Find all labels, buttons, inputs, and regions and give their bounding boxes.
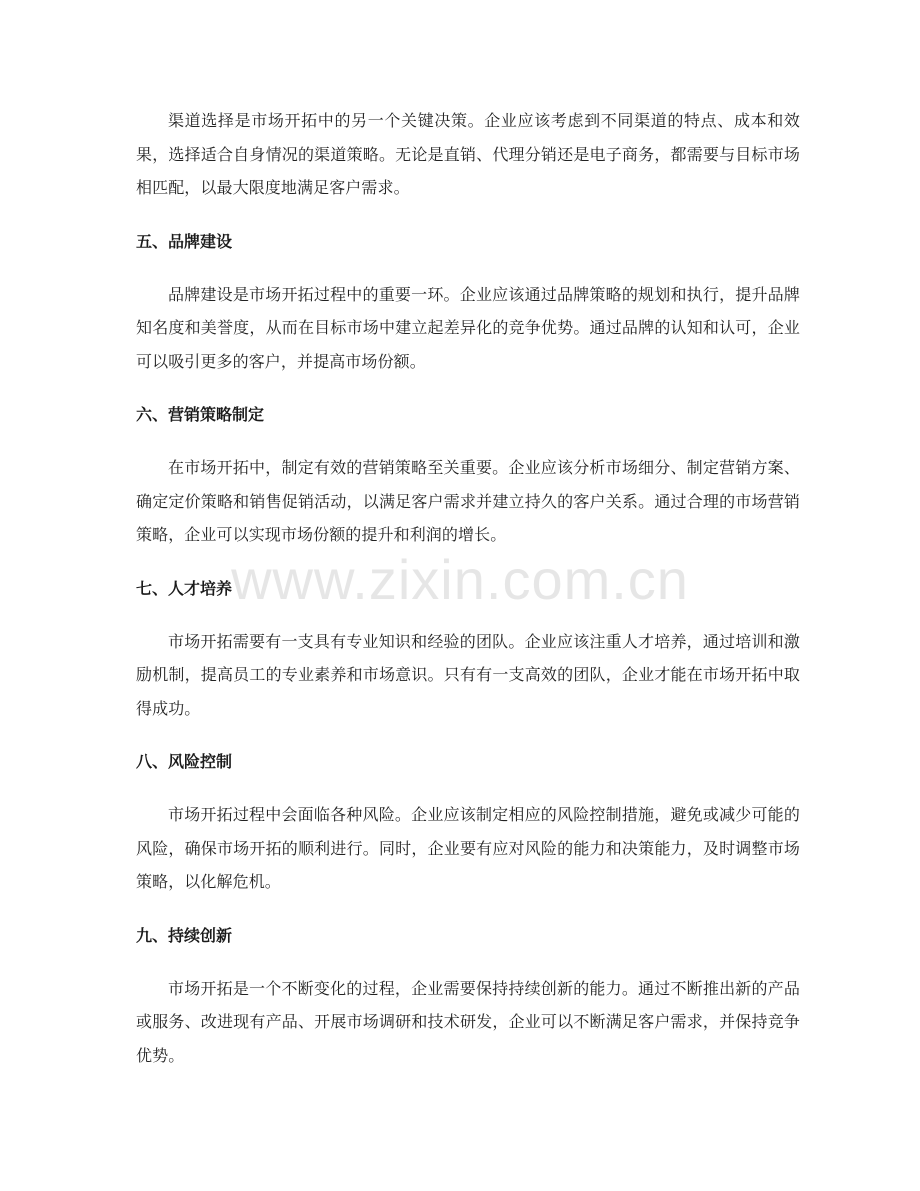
section-heading-brand: 五、品牌建设 — [136, 231, 233, 251]
document-body — [136, 104, 800, 1096]
section-heading-talent: 七、人才培养 — [136, 578, 233, 598]
intro-paragraph: 渠道选择是市场开拓中的另一个关键决策。企业应该考虑到不同渠道的特点、成本和效果，选择适合自身情况的渠道策略。无论是直销、代理分销还是电子商务，都需要与目标市场相匹配，以最大限度地满足客户需求。 — [136, 111, 800, 197]
section-heading-risk: 八、风险控制 — [136, 752, 233, 771]
section-paragraph-risk: 市场开拓过程中会面临各种风险。企业应该制定相应的风险控制措施，避免或减少可能的风险，确保市场开拓的顺利进行。同时，企业要有应对风险的能力和决策能力，及时调整市场策略，以化解危机。 — [136, 805, 800, 891]
section-heading-innovation: 九、持续创新 — [136, 925, 233, 945]
section-paragraph-brand: 品牌建设是市场开拓过程中的重要一环。企业应该通过品牌策略的规划和执行，提升品牌知名度和美誉度，从而在目标市场中建立起差异化的竞争优势。通过品牌的认知和认可，企业可以吸引更多的客户，并提高市场份额。 — [136, 284, 800, 371]
section-paragraph-marketing: 在市场开拓中，制定有效的营销策略至关重要。企业应该分析市场细分、制定营销方案、确定定价策略和销售促销活动，以满足客户需求并建立持久的客户关系。通过合理的市场营销策略，企业可以实现市场份额的提升和利润的增长。 — [136, 458, 800, 544]
section-paragraph-innovation: 市场开拓是一个不断变化的过程，企业需要保持持续创新的能力。通过不断推出新的产品或服务、改进现有产品、开展市场调研和技术研发，企业可以不断满足客户需求，并保持竞争优势。 — [136, 978, 800, 1065]
watermark: www.zixin.com.cn — [231, 548, 689, 611]
section-heading-marketing: 六、营销策略制定 — [136, 405, 265, 424]
section-paragraph-talent: 市场开拓需要有一支具有专业知识和经验的团队。企业应该注重人才培养，通过培训和激励机制，提高员工的专业素养和市场意识。只有有一支高效的团队，企业才能在市场开拓中取得成功。 — [136, 631, 800, 718]
